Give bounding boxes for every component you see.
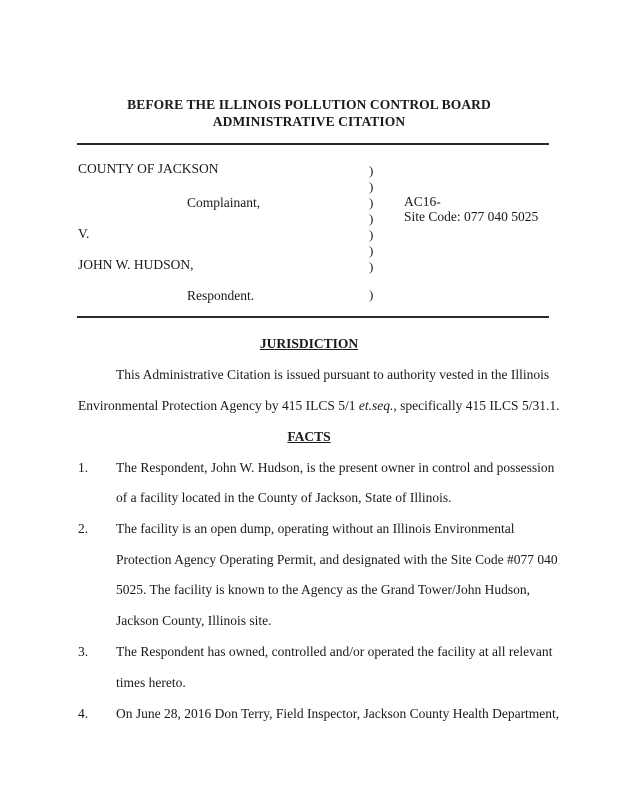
caption-paren: ) <box>369 227 374 242</box>
fact-line: The facility is an open dump, operating without an Illinois Environmental <box>116 521 515 536</box>
fact-number: 2. <box>78 521 89 536</box>
fact-number: 3. <box>78 644 89 659</box>
bottom-rule <box>77 316 549 318</box>
caption-paren: ) <box>369 179 374 194</box>
fact-line: The Respondent has owned, controlled and/or operated the facility at all relevant <box>116 644 553 659</box>
fact-number: 1. <box>78 460 89 475</box>
jurisdiction-text: , specifically 415 ILCS 5/31.1. <box>393 398 560 413</box>
versus: V. <box>78 226 90 241</box>
caption-paren: ) <box>369 259 374 274</box>
top-rule <box>77 143 549 145</box>
case-number: AC16- <box>404 194 441 209</box>
jurisdiction-line <box>78 398 559 414</box>
fact-number: 4. <box>78 706 89 721</box>
fact-line: times hereto. <box>116 675 186 690</box>
facts-heading: FACTS <box>287 429 331 444</box>
document-title: ADMINISTRATIVE CITATION <box>212 114 406 129</box>
jurisdiction-heading: JURISDICTION <box>259 336 359 351</box>
jurisdiction-italic: et.seq. <box>358 398 394 413</box>
caption-paren: ) <box>369 287 374 302</box>
fact-line: Jackson County, Illinois site. <box>116 613 272 628</box>
jurisdiction-line: This Administrative Citation is issued pursuant to authority vested in the Illinois <box>116 367 550 382</box>
respondent-role: Respondent. <box>187 288 255 303</box>
fact-line: of a facility located in the County of Jackson, State of Illinois. <box>116 490 452 505</box>
caption-paren: ) <box>369 243 374 258</box>
court-title: BEFORE THE ILLINOIS POLLUTION CONTROL BOARD <box>127 97 491 112</box>
fact-line: On June 28, 2016 Don Terry, Field Inspector, Jackson County Health Department, <box>116 706 560 721</box>
caption-paren: ) <box>369 211 374 226</box>
jurisdiction-text: Environmental Protection Agency by 415 ILCS 5/1 <box>78 398 359 413</box>
fact-line: 5025. The facility is known to the Agency as the Grand Tower/John Hudson, <box>116 582 530 597</box>
fact-line: Protection Agency Operating Permit, and designated with the Site Code #077 040 <box>116 552 558 567</box>
fact-line: The Respondent, John W. Hudson, is the present owner in control and possession <box>116 460 555 475</box>
complainant-name: COUNTY OF JACKSON <box>78 161 219 176</box>
caption-paren: ) <box>369 163 374 178</box>
respondent-name: JOHN W. HUDSON, <box>78 257 194 272</box>
caption-paren: ) <box>369 195 374 210</box>
complainant-role: Complainant, <box>187 195 261 210</box>
site-code: Site Code: 077 040 5025 <box>404 209 539 224</box>
